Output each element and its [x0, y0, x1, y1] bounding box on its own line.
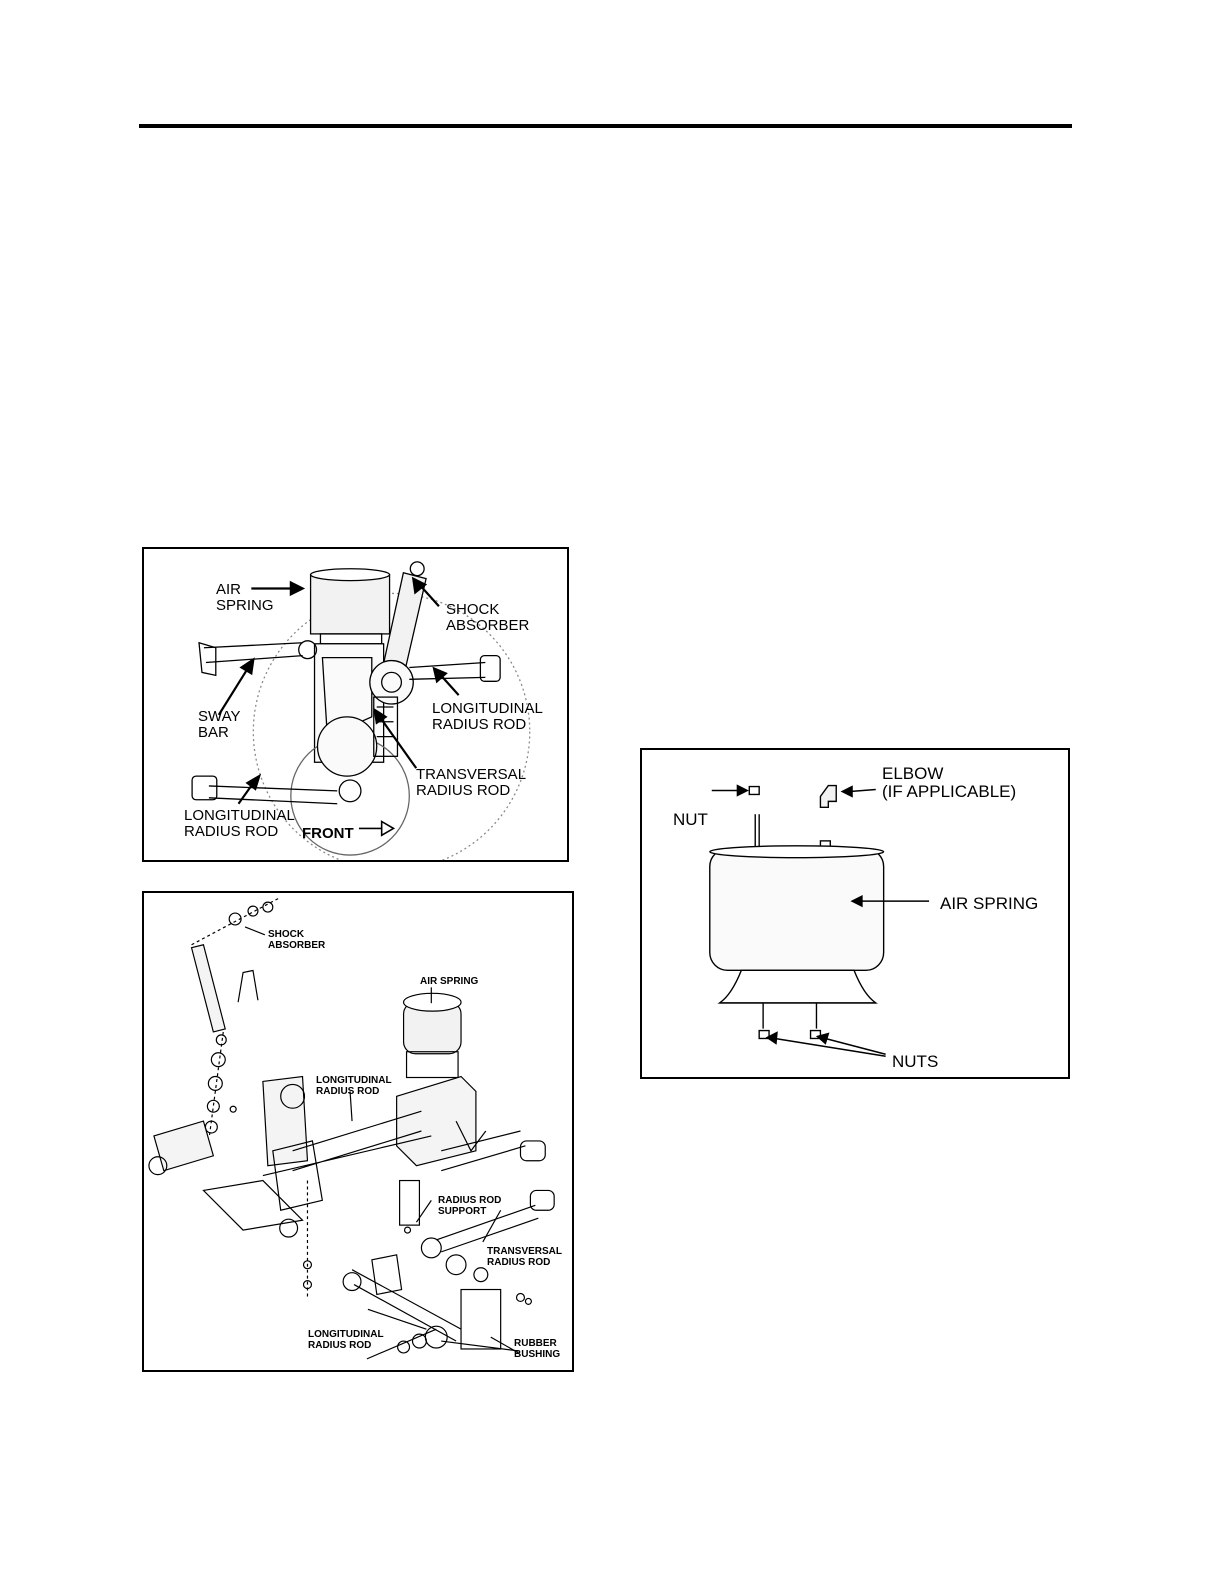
- figure-suspension-exploded: [142, 891, 574, 1372]
- label-shock-absorber: SHOCK ABSORBER: [446, 601, 530, 634]
- label-air-spring: AIR SPRING: [420, 976, 479, 987]
- label-transversal-radius-rod: TRANSVERSAL RADIUS ROD: [487, 1246, 563, 1268]
- label-radius-rod-support: RADIUS ROD SUPPORT: [438, 1195, 502, 1217]
- label-shock-absorber: SHOCK ABSORBER: [268, 929, 326, 951]
- label-longitudinal-radius-rod-right: LONGITUDINAL RADIUS ROD: [432, 700, 543, 733]
- label-longitudinal-radius-rod-left: LONGITUDINAL RADIUS ROD: [184, 807, 295, 840]
- label-elbow: ELBOW (IF APPLICABLE): [882, 764, 1017, 801]
- label-air-spring: AIR SPRING: [216, 581, 274, 614]
- figure-suspension-overview: [142, 547, 569, 862]
- suspension-exploded-drawing: [144, 893, 572, 1370]
- label-front: FRONT: [302, 825, 354, 842]
- figure-air-spring-hardware: [640, 748, 1070, 1079]
- label-sway-bar: SWAY BAR: [198, 708, 241, 741]
- header-rule: [139, 124, 1072, 128]
- label-longitudinal-radius-rod-top: LONGITUDINAL RADIUS ROD: [316, 1075, 392, 1097]
- label-nut: NUT: [673, 810, 708, 829]
- label-longitudinal-radius-rod-bottom: LONGITUDINAL RADIUS ROD: [308, 1329, 384, 1351]
- label-air-spring: AIR SPRING: [940, 894, 1039, 913]
- label-rubber-bushing: RUBBER BUSHING: [514, 1338, 561, 1360]
- label-transversal-radius-rod: TRANSVERSAL RADIUS ROD: [416, 766, 527, 799]
- label-nuts: NUTS: [892, 1052, 939, 1071]
